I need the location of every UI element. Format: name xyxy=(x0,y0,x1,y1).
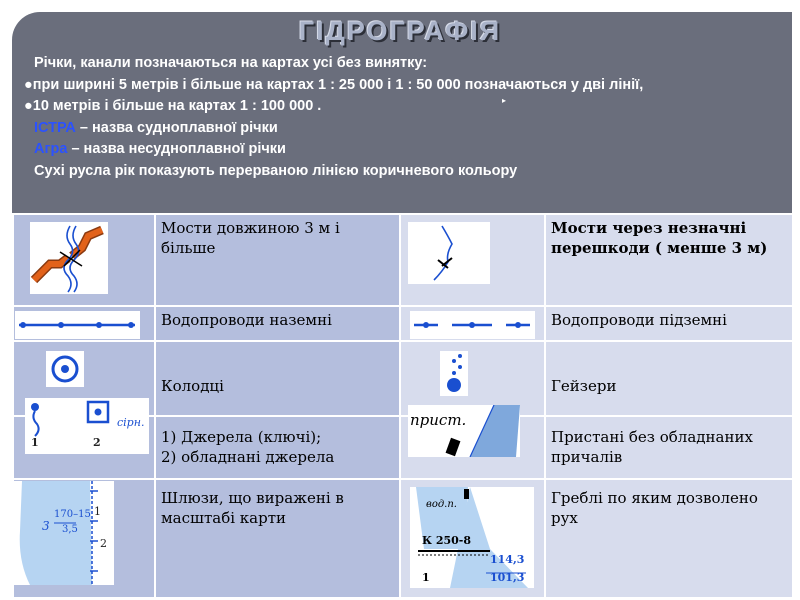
grid-line xyxy=(12,478,794,480)
geyser-symbol xyxy=(440,351,468,396)
cell-r1-label-left: Мости довжиною 3 м і більше xyxy=(154,213,399,305)
bridge-large-icon xyxy=(30,222,108,294)
intro-line-3: ●10 метрів і більше на картах 1 : 100 000 . xyxy=(24,98,322,114)
intro-line-2-text: при ширині 5 метрів і більше на картах 1 : 25 000 і 1 : 50 000 позначаються у дві лінії, xyxy=(32,76,644,93)
cell-r5-label-left: Шлюзи, що виражені в масштабі карти xyxy=(154,478,399,597)
dam-water-label: вод.п. xyxy=(426,499,457,510)
non-navigable-river-text: – назва несудноплавної річки xyxy=(67,141,286,157)
cell-r3-label-left: Колодці xyxy=(154,340,399,415)
intro-line-4 xyxy=(24,118,794,140)
aqueduct-underground-symbol xyxy=(410,311,535,339)
intro-line-5 xyxy=(24,139,794,161)
spring-label-2: 2) обладнані джерела xyxy=(161,448,335,466)
bridge-large-symbol xyxy=(30,222,108,294)
spring-label-1: 1) Джерела (ключі); xyxy=(161,428,322,446)
geyser-icon xyxy=(440,351,468,396)
cell-r5-label-right: Греблі по яким дозволено рух xyxy=(544,478,794,597)
lock-fraction-bottom: 3,5 xyxy=(62,524,78,535)
cell-r3-label-right: Гейзери xyxy=(544,340,794,415)
bridge-small-icon xyxy=(408,222,490,284)
dam-height-bottom: 101,3 xyxy=(490,571,525,584)
cell-r2-label-right: Водопроводи підземні xyxy=(544,305,794,340)
navigable-river-label: ІСТРА xyxy=(34,119,76,136)
grid-line xyxy=(12,305,794,307)
springs-symbol xyxy=(25,398,149,454)
intro-line-6: Сухі русла рік показують перерваною лінією коричневого кольору xyxy=(34,162,518,179)
dam-symbol xyxy=(410,487,534,588)
lock-fraction-top: 170–15 xyxy=(54,509,91,520)
pier-label: прист. xyxy=(410,411,467,429)
lock-symbol xyxy=(12,481,114,585)
grid-line xyxy=(12,340,794,342)
intro-line-1: Річки, канали позначаються на картах усі без винятку: xyxy=(34,55,428,71)
cursor-arrow-icon: ▸ xyxy=(502,96,507,105)
dam-height-top: 114,3 xyxy=(490,553,525,566)
intro-line-3-text: 10 метрів і більше на картах 1 : 100 000 . xyxy=(32,98,322,114)
intro-text xyxy=(24,53,794,182)
cell-r3-symbol-right xyxy=(399,340,544,415)
spring-number-1: 1 xyxy=(31,436,39,449)
lock-index-2: 2 xyxy=(100,537,107,550)
non-navigable-river-label: Агра xyxy=(34,141,68,157)
grid-line xyxy=(399,213,401,597)
grid-line xyxy=(792,213,794,597)
lock-number: 3 xyxy=(42,519,50,533)
page-title: ГІДРОГРАФІЯ xyxy=(298,16,502,46)
aqueduct-ground-symbol xyxy=(15,311,140,339)
intro-line-2: ●при ширині 5 метрів і більше на картах 1 : 25 000 і 1 : 50 000 позначаються у дві лінії, xyxy=(24,76,644,93)
dam-index-1: 1 xyxy=(422,571,430,584)
sulfur-spring-label: сірн. xyxy=(117,416,145,429)
dam-code-label: К 250-8 xyxy=(422,534,472,547)
cell-r2-label-left: Водопроводи наземні xyxy=(154,305,399,340)
aqueduct-underground-icon xyxy=(410,311,535,339)
well-icon xyxy=(46,351,84,387)
spring-number-2: 2 xyxy=(93,436,101,449)
grid-line xyxy=(12,213,794,215)
bridge-small-symbol xyxy=(408,222,490,284)
navigable-river-text: – назва судноплавної річки xyxy=(75,119,278,136)
aqueduct-ground-icon xyxy=(15,311,140,339)
well-symbol xyxy=(46,351,84,387)
pier-symbol xyxy=(408,405,520,457)
cell-r1-label-right: Мости через незначні перешкоди ( менше 3 м) xyxy=(544,213,794,305)
grid-line xyxy=(544,213,546,597)
cell-r4-label-right: Пристані без обладнаних причалів xyxy=(544,415,794,478)
grid-line xyxy=(154,213,156,597)
lock-index-1: 1 xyxy=(94,505,101,518)
cell-r4-label-left xyxy=(154,415,399,478)
